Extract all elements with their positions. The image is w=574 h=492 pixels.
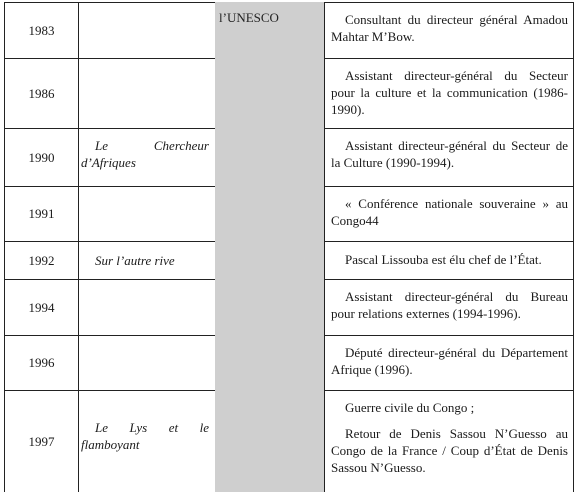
table-row: [5, 2, 78, 58]
table-cell: [77, 390, 215, 492]
table-cell: [77, 241, 215, 279]
table-row: [5, 279, 78, 335]
table-row: [5, 335, 78, 390]
event-paragraph: « Conférence nationale souveraine » au Congo44: [331, 196, 568, 228]
year-cell: 1986: [28, 85, 55, 101]
year-column: [4, 2, 79, 492]
event-paragraph: Député directeur-général du Département Afrique (1996).: [331, 345, 568, 377]
event-paragraph: Assistant directeur-général du Secteur pour la culture et la communication (1986-1990).: [331, 68, 568, 117]
table-cell: [325, 335, 573, 390]
table-cell: [77, 186, 215, 241]
event-paragraph: Pascal Lissouba est élu chef de l’État.: [345, 252, 542, 267]
year-cell: 1994: [28, 299, 55, 315]
year-cell: 1983: [28, 22, 55, 38]
table-cell: [325, 2, 573, 58]
table-cell: [77, 128, 215, 186]
event-paragraph: Consultant du directeur général Amadou Mahtar M’Bow.: [331, 12, 568, 44]
event-text: [331, 137, 568, 171]
work-title: Le Chercheur d’Afriques: [81, 138, 209, 170]
event-paragraph: Retour de Denis Sassou N’Guesso au Congo de la France / Coup d’État de Denis Sassou N’Guesso.: [331, 426, 568, 475]
event-paragraph: Assistant directeur-général du Secteur de la Culture (1990-1994).: [331, 138, 568, 170]
year-cell: 1990: [28, 149, 55, 165]
table-cell: [325, 390, 573, 492]
event-text: [331, 344, 568, 378]
table-row: [5, 58, 78, 128]
table-row: [5, 390, 78, 492]
table-cell: [325, 279, 573, 335]
event-text: [331, 251, 568, 268]
event-column: [324, 2, 574, 492]
table-cell: [325, 241, 573, 279]
year-cell: 1991: [28, 206, 55, 221]
affiliation-column: [215, 2, 324, 492]
table-cell: [77, 335, 215, 390]
year-cell: 1996: [28, 355, 55, 370]
affiliation-label: l’UNESCO: [219, 10, 279, 25]
table-row: [5, 241, 78, 279]
event-text: [331, 399, 568, 476]
work-column: [77, 2, 216, 492]
work-title: Le Lys et le flamboyant: [81, 420, 209, 452]
year-cell: 1997: [28, 433, 55, 449]
table-cell: [325, 128, 573, 186]
table-row: [5, 186, 78, 241]
work-title: Sur l’autre rive: [95, 253, 175, 268]
event-text: [331, 67, 568, 118]
table-cell: [77, 58, 215, 128]
table-row: [5, 128, 78, 186]
event-text: [331, 288, 568, 322]
event-text: [331, 11, 568, 45]
table-cell: [77, 2, 215, 58]
table-cell: [325, 186, 573, 241]
table-cell: [325, 58, 573, 128]
table-cell: [77, 279, 215, 335]
event-paragraph: Assistant directeur-général du Bureau pour relations externes (1994-1996).: [331, 289, 568, 321]
event-text: [331, 195, 568, 229]
event-paragraph: Guerre civile du Congo ;: [345, 400, 475, 415]
year-cell: 1992: [28, 252, 55, 268]
